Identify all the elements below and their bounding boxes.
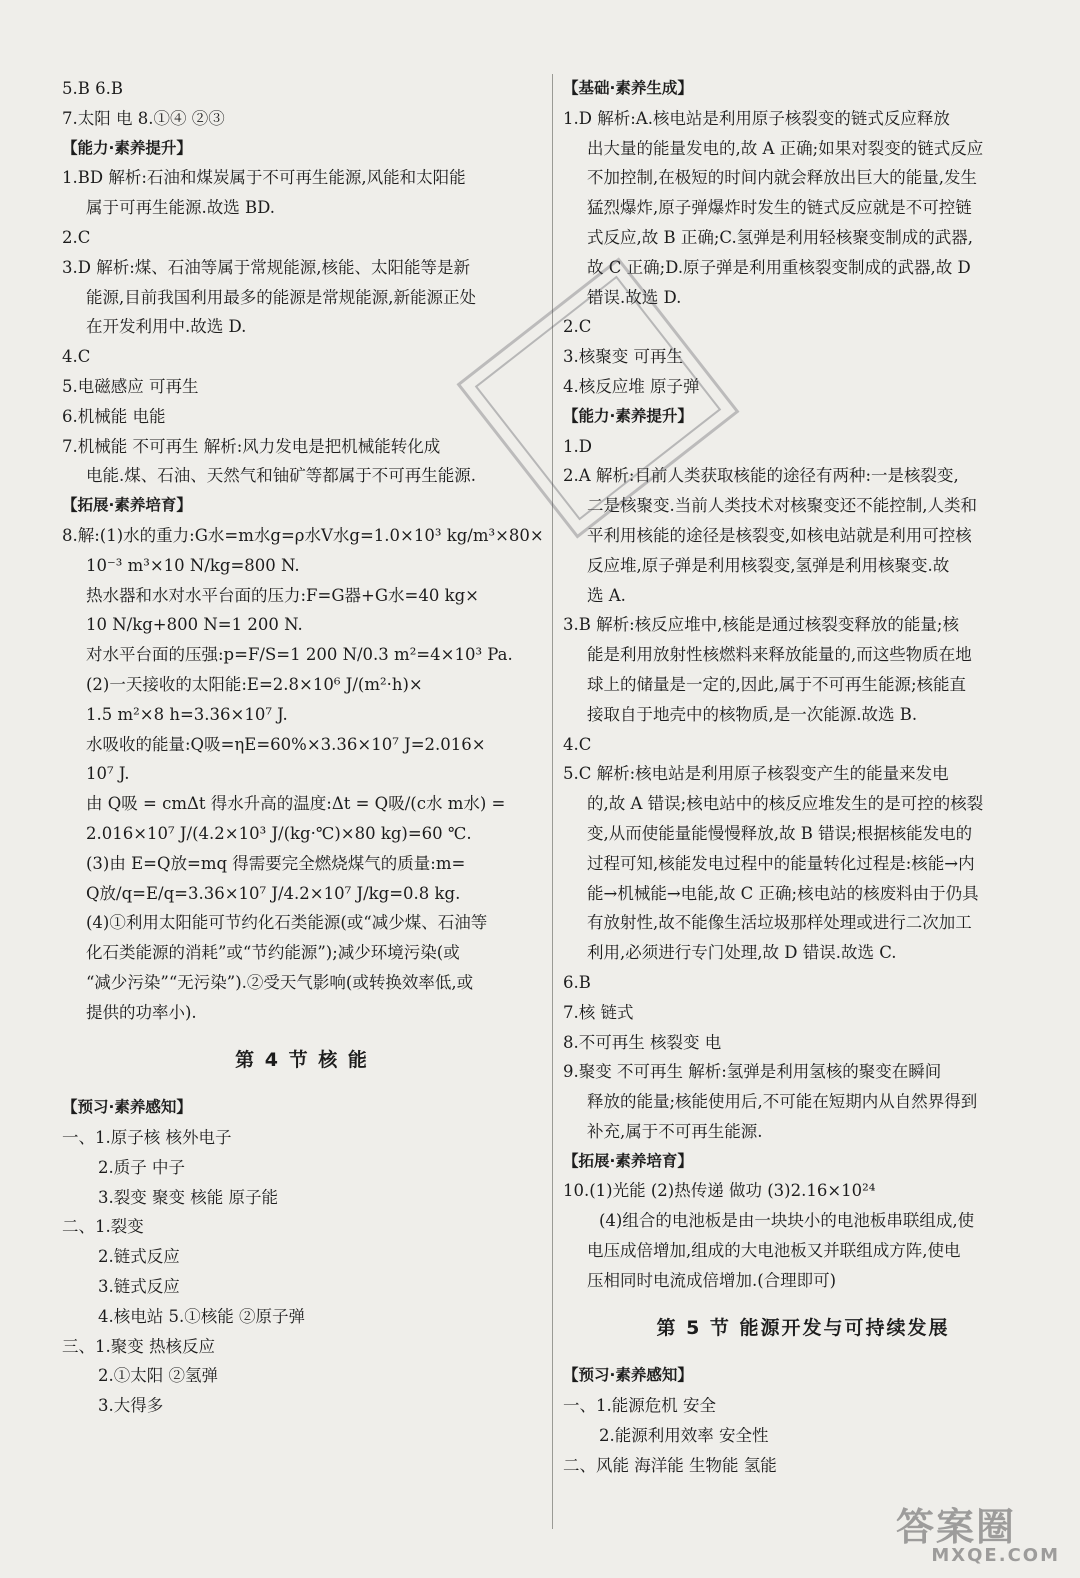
answer-line: 3.大得多 [98,1396,164,1416]
answer-line: 7.机械能 不可再生 解析:风力发电是把机械能转化成 [62,436,441,456]
answer-line: (3)由 E=Q放=mq 得需要完全燃烧煤气的质量:m= [86,853,466,873]
answer-line: 有放射性,故不能像生活垃圾那样处理或进行二次加工 [587,913,972,933]
answer-line: 一、1.原子核 核外电子 [62,1128,232,1148]
answer-line: 7.核 链式 [563,1002,634,1022]
answer-line: 1.D [563,436,592,456]
answer-line: 电能.煤、石油、天然气和铀矿等都属于不可再生能源. [86,466,476,486]
answer-line: 猛烈爆炸,原子弹爆炸时发生的链式反应就是不可控链 [587,198,972,218]
answer-line: 二是核聚变.当前人类技术对核聚变还不能控制,人类和 [587,496,977,516]
answer-line: 二、1.裂变 [62,1217,144,1237]
section-header: 【能力·素养提升】 [563,406,693,425]
answer-line: 3.D 解析:煤、石油等属于常规能源,核能、太阳能等是新 [62,257,471,277]
site-watermark-logo [896,1496,1066,1566]
answer-line: 4.核反应堆 原子弹 [563,376,700,396]
answer-line: 3.裂变 聚变 核能 原子能 [98,1187,278,1207]
section-title: 第 4 节 核 能 [235,1048,369,1071]
answer-line: 热水器和水对水平台面的压力:F=G器+G水=40 kg× [86,585,479,605]
answer-line: 3.B 解析:核反应堆中,核能是通过核裂变释放的能量;核 [563,615,959,635]
watermark-text: 答案圈 [896,1505,1017,1549]
answer-line: 2.①太阳 ②氢弹 [98,1366,218,1386]
answer-line: 变,从而使能量能慢慢释放,故 B 错误;根据核能发电的 [587,823,973,843]
answer-line: 7.太阳 电 8.①④ ②③ [62,108,225,128]
answer-line: 接取自于地壳中的核物质,是一次能源.故选 B. [587,704,918,724]
section-header: 【拓展·素养培育】 [62,496,192,515]
answer-line: 5.电磁感应 可再生 [62,376,199,396]
column-divider [552,74,553,1529]
answer-line: 能源,目前我国利用最多的能源是常规能源,新能源正处 [86,287,476,307]
answer-line: 2.C [62,227,91,247]
section-header: 【预习·素养感知】 [62,1098,192,1117]
answer-line: 能是利用放射性核燃料来释放能量的,而这些物质在地 [587,645,972,665]
answer-line: 10⁷ J. [86,764,130,784]
answer-line: 对水平台面的压强:p=F/S=1 200 N/0.3 m²=4×10³ Pa. [86,645,513,665]
answer-line: 在开发利用中.故选 D. [86,317,247,337]
answer-line: 补充,属于不可再生能源. [587,1121,763,1141]
answer-line: 1.D 解析:A.核电站是利用原子核裂变的链式反应释放 [563,108,950,128]
answer-line: 3.链式反应 [98,1277,180,1297]
answer-line: 过程可知,核能发电过程中的能量转化过程是:核能→内 [587,853,975,873]
answer-line: 2.能源利用效率 安全性 [599,1426,769,1446]
answer-line: 电压成倍增加,组成的大电池板又并联组成方阵,使电 [587,1241,961,1261]
watermark-url: MXQE.COM [931,1545,1060,1566]
left-column [62,74,542,1421]
answer-line: 5.B 6.B [62,79,123,98]
answer-line: 9.聚变 不可再生 解析:氢弹是利用氢核的聚变在瞬间 [563,1062,942,1082]
answer-line: 不加控制,在极短的时间内就会释放出巨大的能量,发生 [587,168,977,188]
answer-line: 10.(1)光能 (2)热传递 做功 (3)2.16×10²⁴ [563,1181,876,1201]
answer-line: 3.核聚变 可再生 [563,347,683,367]
answer-line: 式反应,故 B 正确;C.氢弹是利用轻核聚变制成的武器, [587,227,973,247]
section-header: 【拓展·素养培育】 [563,1151,693,1170]
answer-line: Q放/q=E/q=3.36×10⁷ J/4.2×10⁷ J/kg=0.8 kg. [86,883,461,903]
answer-line: 平利用核能的途径是核裂变,如核电站就是利用可控核 [587,525,972,545]
answer-line: 反应堆,原子弹是利用核裂变,氢弹是利用核聚变.故 [587,555,950,575]
answer-line: (2)一天接收的太阳能:E=2.8×10⁶ J/(m²·h)× [86,674,423,694]
answer-line: 10⁻³ m³×10 N/kg=800 N. [86,555,300,575]
answer-line: 二、风能 海洋能 生物能 氢能 [563,1455,777,1475]
answer-line: 8.不可再生 核裂变 电 [563,1032,722,1052]
answer-line: 2.C [563,317,592,337]
answer-line: 化石类能源的消耗”或“节约能源”);减少环境污染(或 [86,943,460,963]
answer-line: 三、1.聚变 热核反应 [62,1336,215,1356]
answer-line: 10 N/kg+800 N=1 200 N. [86,615,303,635]
answer-line: 提供的功率小). [86,1002,197,1022]
section-header: 【能力·素养提升】 [62,138,192,157]
answer-line: 4.核电站 5.①核能 ②原子弹 [98,1306,305,1326]
answer-line: 出大量的能量发电的,故 A 正确;如果对裂变的链式反应 [587,138,984,158]
answer-line: 故 C 正确;D.原子弹是利用重核裂变制成的武器,故 D [587,257,971,277]
answer-line: 球上的储量是一定的,因此,属于不可再生能源;核能直 [587,674,967,694]
answer-line: 水吸收的能量:Q吸=ηE=60%×3.36×10⁷ J=2.016× [86,734,486,754]
answer-line: 5.C 解析:核电站是利用原子核裂变产生的能量来发电 [563,764,949,784]
answer-line: (4)组合的电池板是由一块块小的电池板串联组成,使 [599,1211,975,1231]
section-header: 【基础·素养生成】 [563,79,693,97]
answer-line: “减少污染”“无污染”).②受天气影响(或转换效率低,或 [86,972,474,992]
answer-line: 一、1.能源危机 安全 [563,1396,716,1416]
answer-line: 6.机械能 电能 [62,406,166,426]
answer-line: 2.016×10⁷ J/(4.2×10³ J/(kg·℃)×80 kg)=60 ℃. [86,823,472,843]
answer-line: 压相同时电流成倍增加.(合理即可) [587,1270,837,1290]
answer-line: 由 Q吸 = cmΔt 得水升高的温度:Δt = Q吸/(c水 m水) = [86,794,506,814]
answer-line: 利用,必须进行专门处理,故 D 错误.故选 C. [587,943,897,963]
answer-line: 错误.故选 D. [587,287,682,307]
section-header: 【预习·素养感知】 [563,1366,693,1385]
answer-line: 2.质子 中子 [98,1157,185,1177]
answer-line: 4.C [62,347,91,367]
answer-line: 4.C [563,734,592,754]
answer-line: (4)①利用太阳能可节约化石类能源(或“减少煤、石油等 [86,913,488,933]
answer-line: 1.BD 解析:石油和煤炭属于不可再生能源,风能和太阳能 [62,168,466,188]
answer-line: 1.5 m²×8 h=3.36×10⁷ J. [86,704,288,724]
answer-line: 8.解:(1)水的重力:G水=m水g=ρ水V水g=1.0×10³ kg/m³×80× [62,525,544,545]
answer-line: 2.A 解析:目前人类获取核能的途径有两种:一是核裂变, [563,466,959,486]
answer-line: 的,故 A 错误;核电站中的核反应堆发生的是可控的核裂 [587,794,984,814]
section-title: 第 5 节 能源开发与可持续发展 [656,1316,950,1339]
answer-line: 释放的能量;核能使用后,不可能在短期内从自然界得到 [587,1092,978,1112]
answer-line: 选 A. [587,585,626,605]
answer-line: 2.链式反应 [98,1247,180,1267]
answer-line: 能→机械能→电能,故 C 正确;核电站的核废料由于仍具 [587,883,979,903]
answer-line: 6.B [563,972,591,992]
answer-line: 属于可再生能源.故选 BD. [86,198,276,218]
